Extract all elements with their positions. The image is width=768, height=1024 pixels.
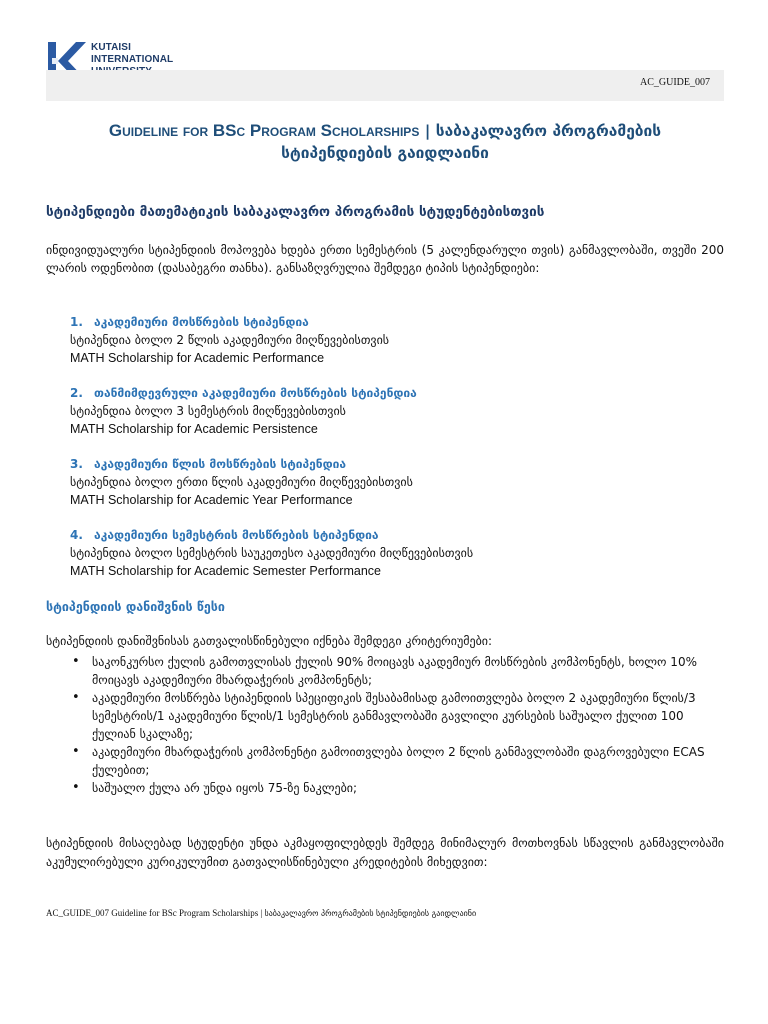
scholarship-english-name: MATH Scholarship for Academic Performance [70,351,325,365]
footer-georgian: საბაკალავრო პროგრამების სტიპენდიების გაიდლაინი [264,909,477,918]
scholarship-name: აკადემიური სემესტრის მოსწრების სტიპენდია [94,528,379,542]
footer-code: AC_GUIDE_007 Guideline for BSc Program Scholarships | [46,908,265,918]
list-item [46,653,724,689]
bullet-icon: • [72,654,80,669]
scholarship-description: სტიპენდია ბოლო სემესტრის საუკეთესო აკადემიური მიღწევებისთვის [70,546,474,560]
header-bar [46,70,724,101]
logo-line: INTERNATIONAL [91,54,174,65]
scholarship-name: თანმიმდევრული აკადემიური მოსწრების სტიპენდია [94,386,417,400]
criterion-text: საკონკურსო ქულის გამოთვლისას ქულის 90% მოიცავს აკადემიურ მოსწრების კომპონენტს, ხოლო 10% მოიცავს აკადემიური მხარდაჭერის კომპონენტს; [92,655,697,687]
title-english: Guideline for BSc Program Scholarships [108,121,420,140]
scholarship-english-name: MATH Scholarship for Academic Year Performance [70,493,353,507]
scholarship-description: სტიპენდია ბოლო 2 წლის აკადემიური მიღწევებისთვის [70,333,390,347]
scholarship-number: 4. [70,528,83,542]
list-item [46,743,724,779]
document-code: AC_GUIDE_007 [640,77,710,88]
section-heading: სტიპენდიები მათემატიკის საბაკალავრო პროგრამის სტუდენტებისთვის [46,204,545,220]
closing-paragraph: სტიპენდიის მისაღებად სტუდენტი უნდა აკმაყოფილებდეს შემდეგ მინიმალურ მოთხოვნას სწავლის განმავლობაში აკუმულირებული კურიკულუმით გათვალისწინებული კრედიტების მიხედვით: [46,836,724,869]
scholarship-item [70,455,710,509]
logo-line: KUTAISI [91,42,131,53]
bullet-icon: • [72,690,80,705]
list-item [46,689,724,743]
scholarship-name: აკადემიური წლის მოსწრების სტიპენდია [94,457,347,471]
rules-intro: სტიპენდიის დანიშვნისას გათვალისწინებული იქნება შემდეგი კრიტერიუმები: [46,634,493,648]
intro-paragraph: ინდივიდუალური სტიპენდიის მოპოვება ხდება ერთი სემესტრის (5 კალენდარული თვის) განმავლობაში, თვეში 200 ლარის ოდენობით (დასაბეგრი თანხა). განსაზღვრულია შემდეგი ტიპის სტიპენდიები: [46,243,724,275]
document-title [46,120,724,164]
title-georgian: | საბაკალავრო პროგრამების [419,122,662,140]
rules-heading: სტიპენდიის დანიშვნის წესი [46,599,225,614]
scholarship-number: 3. [70,457,83,471]
scholarship-item [70,526,710,580]
scholarship-english-name: MATH Scholarship for Academic Semester Performance [70,564,381,578]
scholarship-number: 2. [70,386,83,400]
scholarship-number: 1. [70,315,83,329]
bullet-icon: • [72,744,80,759]
criterion-text: აკადემიური მხარდაჭერის კომპონენტი გამოითვლება ბოლო 2 წლის განმავლობაში დაგროვებული ECAS ქულებით; [92,745,705,777]
scholarship-item [70,313,710,367]
scholarship-description: სტიპენდია ბოლო 3 სემესტრის მიღწევებისთვის [70,404,346,418]
criterion-text: საშუალო ქულა არ უნდა იყოს 75-ზე ნაკლები; [92,781,358,795]
scholarship-item [70,384,710,438]
criteria-list [46,653,724,797]
bullet-icon: • [72,780,80,795]
scholarship-name: აკადემიური მოსწრების სტიპენდია [94,315,309,329]
scholarship-english-name: MATH Scholarship for Academic Persistence [70,422,318,436]
page-header [46,40,724,102]
criterion-text: აკადემიური მოსწრება სტიპენდიის სპეციფიკის შესაბამისად გამოითვლება ბოლო 2 აკადემიური წლის/3 სემესტრის/1 აკადემიური წლის/1 სემესტრის განმავლობაში გავლილი კურსების საშუალო ქულით 100 ქულიან სკალაზე; [92,691,696,741]
page-footer [46,908,476,918]
list-item [46,779,724,797]
scholarship-description: სტიპენდია ბოლო ერთი წლის აკადემიური მიღწევებისთვის [70,475,413,489]
title-georgian-line2: სტიპენდიების გაიდლაინი [281,144,489,162]
